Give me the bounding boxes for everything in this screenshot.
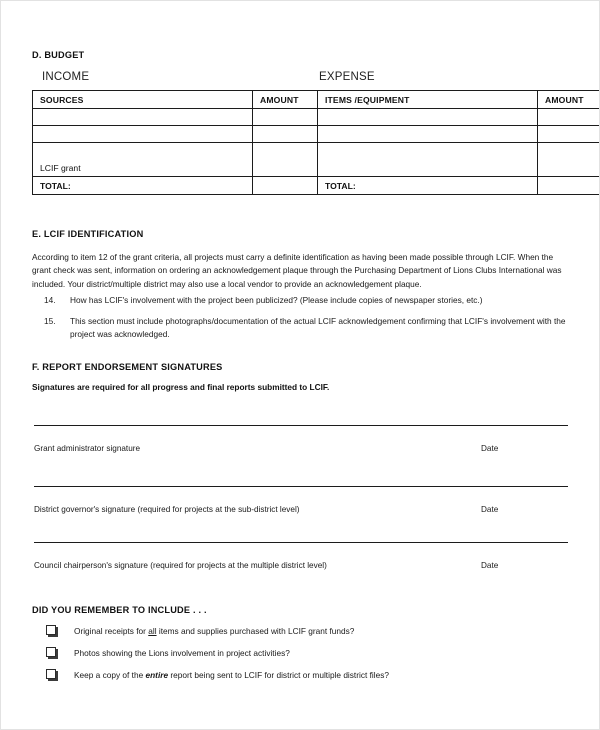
cell-source[interactable]	[33, 126, 253, 143]
budget-column-labels	[32, 71, 570, 87]
emphasis-text: all	[148, 626, 157, 636]
income-label: INCOME	[42, 71, 90, 83]
checkbox-icon[interactable]	[46, 625, 56, 635]
signature-date-label: Date	[481, 444, 499, 453]
signature-date-label: Date	[481, 505, 499, 514]
signature-caption: District governor's signature (required for projects at the sub-district level)	[34, 505, 300, 514]
emphasis-text: entire	[145, 670, 169, 680]
expense-label: EXPENSE	[319, 71, 375, 83]
checkbox-icon[interactable]	[46, 647, 56, 657]
table-row	[33, 126, 600, 143]
signature-line[interactable]	[34, 542, 568, 543]
lcif-identification-paragraph: According to item 12 of the grant criteria, all projects must carry a definite identification as having been made possible through LCIF. When the grant check was sent, information on ordering an acknowledgement plaque through the Purchasing Department of Lions Clubs International was included. Your district/multiple district may also use a local vendor to provide an acknowledgement plaque.	[32, 252, 562, 289]
lcif-identification-questions	[32, 294, 570, 348]
list-item-number: 15.	[44, 315, 56, 326]
list-item-text: How has LCIF's involvement with the project been publicized? (Please include copies of newspaper stories, etc.)	[70, 295, 483, 305]
cell-expense-amount[interactable]	[538, 126, 600, 143]
cell-expense-amount[interactable]	[538, 109, 600, 126]
cell-income-total-amount[interactable]	[253, 177, 318, 195]
signature-block-grant-administrator	[32, 425, 570, 481]
table-row	[33, 143, 600, 177]
signature-caption: Grant administrator signature	[34, 444, 141, 453]
cell-source-lcif-grant[interactable]: LCIF grant	[33, 143, 253, 177]
table-header-row	[33, 91, 600, 109]
column-header-expense-amount: AMOUNT	[538, 91, 600, 109]
budget-table-body	[33, 109, 600, 195]
checklist-item	[32, 668, 570, 690]
checklist-item-label: Keep a copy of the entire report being sent to LCIF for district or multiple district files?	[74, 670, 389, 680]
checklist-item	[32, 646, 570, 668]
column-header-income-amount: AMOUNT	[253, 91, 318, 109]
column-header-sources: SOURCES	[33, 91, 253, 109]
cell-item[interactable]	[318, 126, 538, 143]
signature-block-district-governor	[32, 486, 570, 542]
signatures-note: Signatures are required for all progress and final reports submitted to LCIF.	[32, 382, 330, 392]
signature-line[interactable]	[34, 486, 568, 487]
list-item	[32, 315, 570, 341]
list-item-number: 14.	[44, 295, 56, 305]
checklist-item	[32, 624, 570, 646]
signature-date-label: Date	[481, 561, 499, 570]
column-header-items-equipment: ITEMS /EQUIPMENT	[318, 91, 538, 109]
signature-line[interactable]	[34, 425, 568, 426]
cell-income-amount[interactable]	[253, 126, 318, 143]
signature-block-council-chairperson	[32, 542, 570, 598]
checklist-item-label: Original receipts for all items and supplies purchased with LCIF grant funds?	[74, 626, 355, 636]
cell-expense-total-amount[interactable]	[538, 177, 600, 195]
checklist-item-label: Photos showing the Lions involvement in project activities?	[74, 648, 290, 658]
table-row	[33, 109, 600, 126]
section-heading-did-you-remember-to-include: DID YOU REMEMBER TO INCLUDE . . .	[32, 605, 207, 615]
cell-item[interactable]	[318, 143, 538, 177]
cell-expense-total-label: TOTAL:	[318, 177, 538, 195]
section-heading-report-endorsement-signatures: F. REPORT ENDORSEMENT SIGNATURES	[32, 362, 223, 372]
list-item	[32, 294, 570, 307]
section-heading-budget: D. BUDGET	[32, 50, 85, 60]
checkbox-icon[interactable]	[46, 669, 56, 679]
section-heading-lcif-identification: E. LCIF IDENTIFICATION	[32, 229, 144, 239]
cell-income-amount[interactable]	[253, 109, 318, 126]
cell-source[interactable]	[33, 109, 253, 126]
checklist	[32, 624, 570, 690]
cell-item[interactable]	[318, 109, 538, 126]
signature-caption: Council chairperson's signature (required for projects at the multiple district level)	[34, 561, 327, 570]
cell-expense-amount[interactable]	[538, 143, 600, 177]
budget-table-header	[33, 91, 600, 109]
list-item-text: This section must include photographs/documentation of the actual LCIF acknowledgement confirming that LCIF's involvement with the project was acknowledged.	[70, 315, 566, 339]
table-row-total	[33, 177, 600, 195]
cell-income-total-label: TOTAL:	[33, 177, 253, 195]
budget-table	[32, 90, 600, 195]
cell-income-amount[interactable]	[253, 143, 318, 177]
